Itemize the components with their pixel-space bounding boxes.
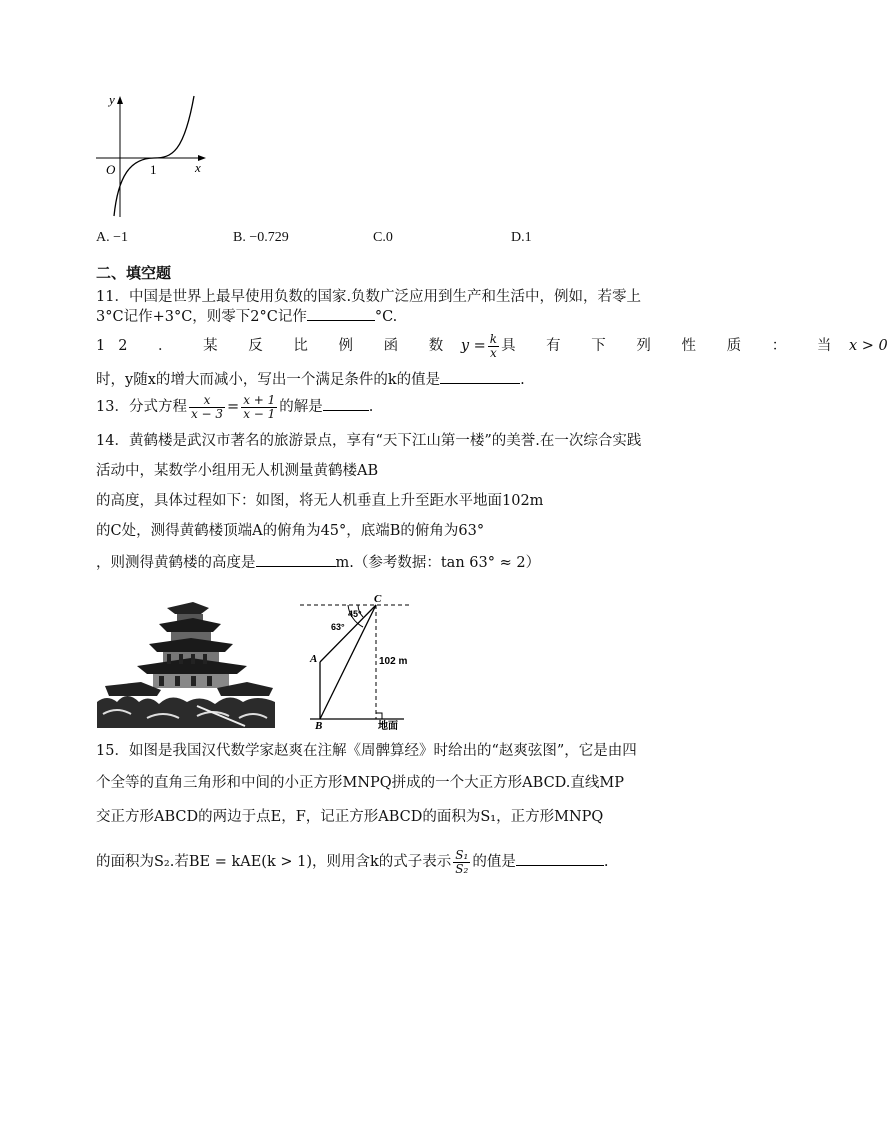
cubic-curve xyxy=(114,96,194,216)
q15-line4-text: 的面积为S₂.若BE = kAE(k > 1)，则用含k的式子表示 xyxy=(96,854,452,870)
choice-c: C.0 xyxy=(373,230,393,245)
q11-answer-blank[interactable] xyxy=(307,306,375,321)
q15-line2: 个全等的直角三角形和中间的小正方形MNPQ拼成的一个大正方形ABCD.直线MP xyxy=(96,775,624,791)
tick-one-label: 1 xyxy=(150,162,157,177)
q14-line2: 活动中，某数学小组用无人机测量黄鹤楼AB xyxy=(96,463,379,479)
q15-line3: 交正方形ABCD的两边于点E，F，记正方形ABCD的面积为S₁，正方形MNPQ xyxy=(96,809,604,825)
q13-num2: x + 1 xyxy=(243,392,276,407)
choice-b: B. −0.729 xyxy=(233,230,289,245)
q15-line4 xyxy=(96,845,608,879)
label-a: A xyxy=(310,653,318,665)
q14-line5-ref: m.（参考数据：tan 63° ≈ 2） xyxy=(335,555,541,571)
right-angle-mark xyxy=(376,713,382,719)
q15-line4-mid: 的值是 xyxy=(472,854,516,870)
q12-prefix: 12 ． 某 反 比 例 函 数 xyxy=(96,338,457,354)
q15-frac-s1: S₁ xyxy=(455,847,469,862)
q11-line2-text: 3°C记作+3°C，则零下2°C记作 xyxy=(96,309,307,325)
q13-den2: x − 1 xyxy=(243,406,276,421)
q13-den1: x − 3 xyxy=(190,406,224,421)
q15-line1: 15．如图是我国汉代数学家赵爽在注解《周髀算经》时给出的“赵爽弦图”，它是由四 xyxy=(96,743,637,759)
label-45-degrees: 45° xyxy=(348,609,362,619)
q13-equals: = xyxy=(227,399,240,415)
label-63-degrees: 63° xyxy=(331,622,345,632)
q12-condition: x > 0 xyxy=(848,338,888,354)
q12-frac-k: k xyxy=(489,331,498,346)
q12-answer-blank[interactable] xyxy=(440,369,520,384)
q12-fraction xyxy=(488,333,499,360)
label-ground: 地面 xyxy=(378,721,398,732)
line-bc xyxy=(320,605,376,719)
q11-line2-end: °C. xyxy=(374,309,398,325)
q14-answer-blank[interactable] xyxy=(256,552,336,567)
q14-line5 xyxy=(96,552,540,574)
q13-answer-blank[interactable] xyxy=(323,396,369,411)
q15-fraction xyxy=(453,849,470,876)
q13-prefix: 13．分式方程 xyxy=(96,399,187,415)
label-height: 102 m xyxy=(379,656,408,667)
q13-line xyxy=(96,392,373,422)
q13-suffix: 的解是 xyxy=(279,399,323,415)
q12-frac-x: x xyxy=(490,345,497,360)
q13-fraction-right xyxy=(241,394,277,421)
q12-line1 xyxy=(96,331,888,361)
q15-frac-s2: S₂ xyxy=(455,861,469,876)
q12-line2-text: 时，y随x的增大而减小，写出一个满足条件的k的值是 xyxy=(96,372,441,388)
cubic-function-graph xyxy=(92,92,212,222)
origin-label: O xyxy=(106,162,116,177)
q14-geometry-diagram xyxy=(300,590,420,730)
q11-line1: 11．中国是世界上最早使用负数的国家.负数广泛应用到生产和生活中，例如，若零上 xyxy=(96,289,642,305)
q11-line2 xyxy=(96,306,397,328)
yellow-crane-tower-image xyxy=(97,602,275,728)
q12-middle: 具 有 下 列 性 质 ： 当 xyxy=(501,338,845,354)
q14-line1: 14．黄鹤楼是武汉市著名的旅游景点，享有“天下江山第一楼”的美誉.在一次综合实践 xyxy=(96,433,642,449)
choice-a: A. −1 xyxy=(96,230,129,245)
label-c: C xyxy=(374,593,382,605)
q14-line4: 的C处，测得黄鹤楼顶端A的俯角为45°，底端B的俯角为63° xyxy=(96,523,485,539)
q13-fraction-left xyxy=(189,394,225,421)
y-axis-arrow xyxy=(117,96,123,104)
q13-num1: x xyxy=(189,394,225,408)
label-b: B xyxy=(315,720,323,732)
section-heading: 二、填空题 xyxy=(96,264,172,282)
q12-eq-y: y = xyxy=(460,338,486,354)
choice-d: D.1 xyxy=(511,230,532,245)
q14-line3: 的高度，具体过程如下：如图，将无人机垂直上升至距水平地面102m xyxy=(96,493,544,509)
q12-line2 xyxy=(96,369,525,391)
q13-end: . xyxy=(368,399,374,415)
q12-line2-end: . xyxy=(520,372,525,388)
q15-answer-blank[interactable] xyxy=(516,851,604,866)
q14-line5-text: ，则测得黄鹤楼的高度是 xyxy=(96,555,256,571)
x-axis-label: x xyxy=(195,160,201,175)
y-axis-label: y xyxy=(109,92,115,107)
q15-line4-end: . xyxy=(603,854,609,870)
